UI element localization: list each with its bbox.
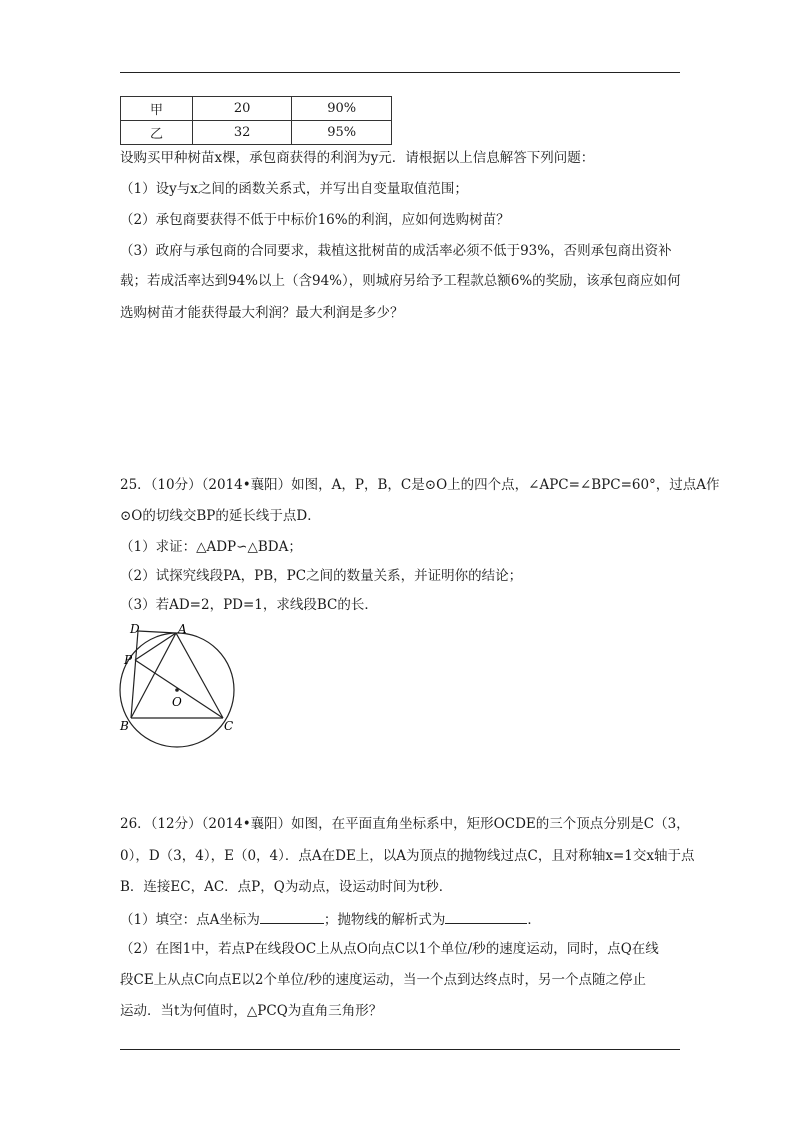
q26-part2-line2: 段CE上从点C向点E以2个单位/秒的速度运动，当一个点到达终点时，另一个点随之停止 — [120, 972, 647, 988]
label-a: A — [178, 622, 187, 636]
table-cell: 90% — [292, 97, 392, 121]
q26-part1-mid: ；抛物线的解析式为 — [323, 912, 446, 928]
label-d: D — [130, 622, 140, 636]
label-o: O — [172, 695, 182, 709]
q26-part1 — [120, 909, 684, 929]
segment-db — [131, 631, 138, 718]
q25-part1: （1）求证：△ADP∽△BDA； — [120, 539, 302, 555]
label-c: C — [224, 719, 234, 733]
table-cell: 甲 — [121, 97, 193, 121]
q26-part2-line1: （2）在图1中，若点P在线段OC上从点O向点C以1个单位/秒的速度运动，同时，点Q在线 — [120, 941, 659, 957]
q25-part3: （3）若AD=2，PD=1，求线段BC的长． — [120, 597, 378, 613]
q25-part2: （2）试探究线段PA，PB，PC之间的数量关系，并证明你的结论； — [120, 568, 523, 584]
q24-part3-line3: 选购树苗才能获得最大利润？最大利润是多少？ — [120, 305, 404, 321]
seedling-table — [120, 96, 392, 145]
label-b: B — [120, 719, 129, 733]
q24-intro: 设购买甲种树苗x棵，承包商获得的利润为y元．请根据以上信息解答下列问题： — [120, 150, 595, 166]
center-dot — [175, 688, 179, 692]
footer-rule — [120, 1049, 680, 1050]
q26-stem-line1: 26．（12分）（2014•襄阳）如图，在平面直角坐标系中，矩形OCDE的三个顶点分别是C（3， — [120, 816, 690, 832]
table-cell: 32 — [192, 121, 291, 145]
q24-part2: （2）承包商要获得不低于中标价16%的利润，应如何选购树苗？ — [120, 212, 510, 228]
table-cell: 乙 — [121, 121, 193, 145]
answer-blank-a[interactable] — [260, 909, 324, 924]
q25-stem-line2: ⊙O的切线交BP的延长线于点D． — [120, 508, 321, 524]
q26-part1-end: ． — [527, 912, 541, 928]
q26-stem-line3: B．连接EC，AC．点P，Q为动点，设运动时间为t秒． — [120, 879, 453, 895]
q25-circle-figure — [114, 618, 244, 750]
q26-part1-prefix: （1）填空：点A坐标为 — [120, 912, 260, 928]
segment-ac — [176, 633, 223, 718]
q24-part3-line1: （3）政府与承包商的合同要求，栽植这批树苗的成活率必须不低于93%，否则承包商出资补 — [120, 243, 672, 259]
segment-da — [138, 631, 176, 633]
segment-pc — [135, 660, 223, 718]
answer-blank-parabola[interactable] — [445, 909, 527, 924]
table-row — [121, 121, 392, 145]
q25-stem-line1: 25．（10分）（2014•襄阳）如图，A，P，B，C是⊙O上的四个点，∠APC=∠BPC=60°，过点A作 — [120, 477, 720, 493]
q24-part3-line2: 载；若成活率达到94%以上（含94%），则城府另给予工程款总额6%的奖励，该承包商应如何 — [120, 273, 681, 289]
label-p: P — [124, 653, 133, 667]
segment-ab — [131, 633, 176, 718]
table-row — [121, 97, 392, 121]
table-cell: 20 — [192, 97, 291, 121]
table-cell: 95% — [292, 121, 392, 145]
q26-part2-line3: 运动．当t为何值时，△PCQ为直角三角形？ — [120, 1003, 383, 1019]
q24-part1: （1）设y与x之间的函数关系式，并写出自变量取值范围； — [120, 181, 468, 197]
header-rule — [120, 72, 680, 73]
q26-stem-line2: 0），D（3，4），E（0，4）．点A在DE上，以A为顶点的抛物线过点C，且对称轴x=1交x轴于点 — [120, 848, 695, 864]
